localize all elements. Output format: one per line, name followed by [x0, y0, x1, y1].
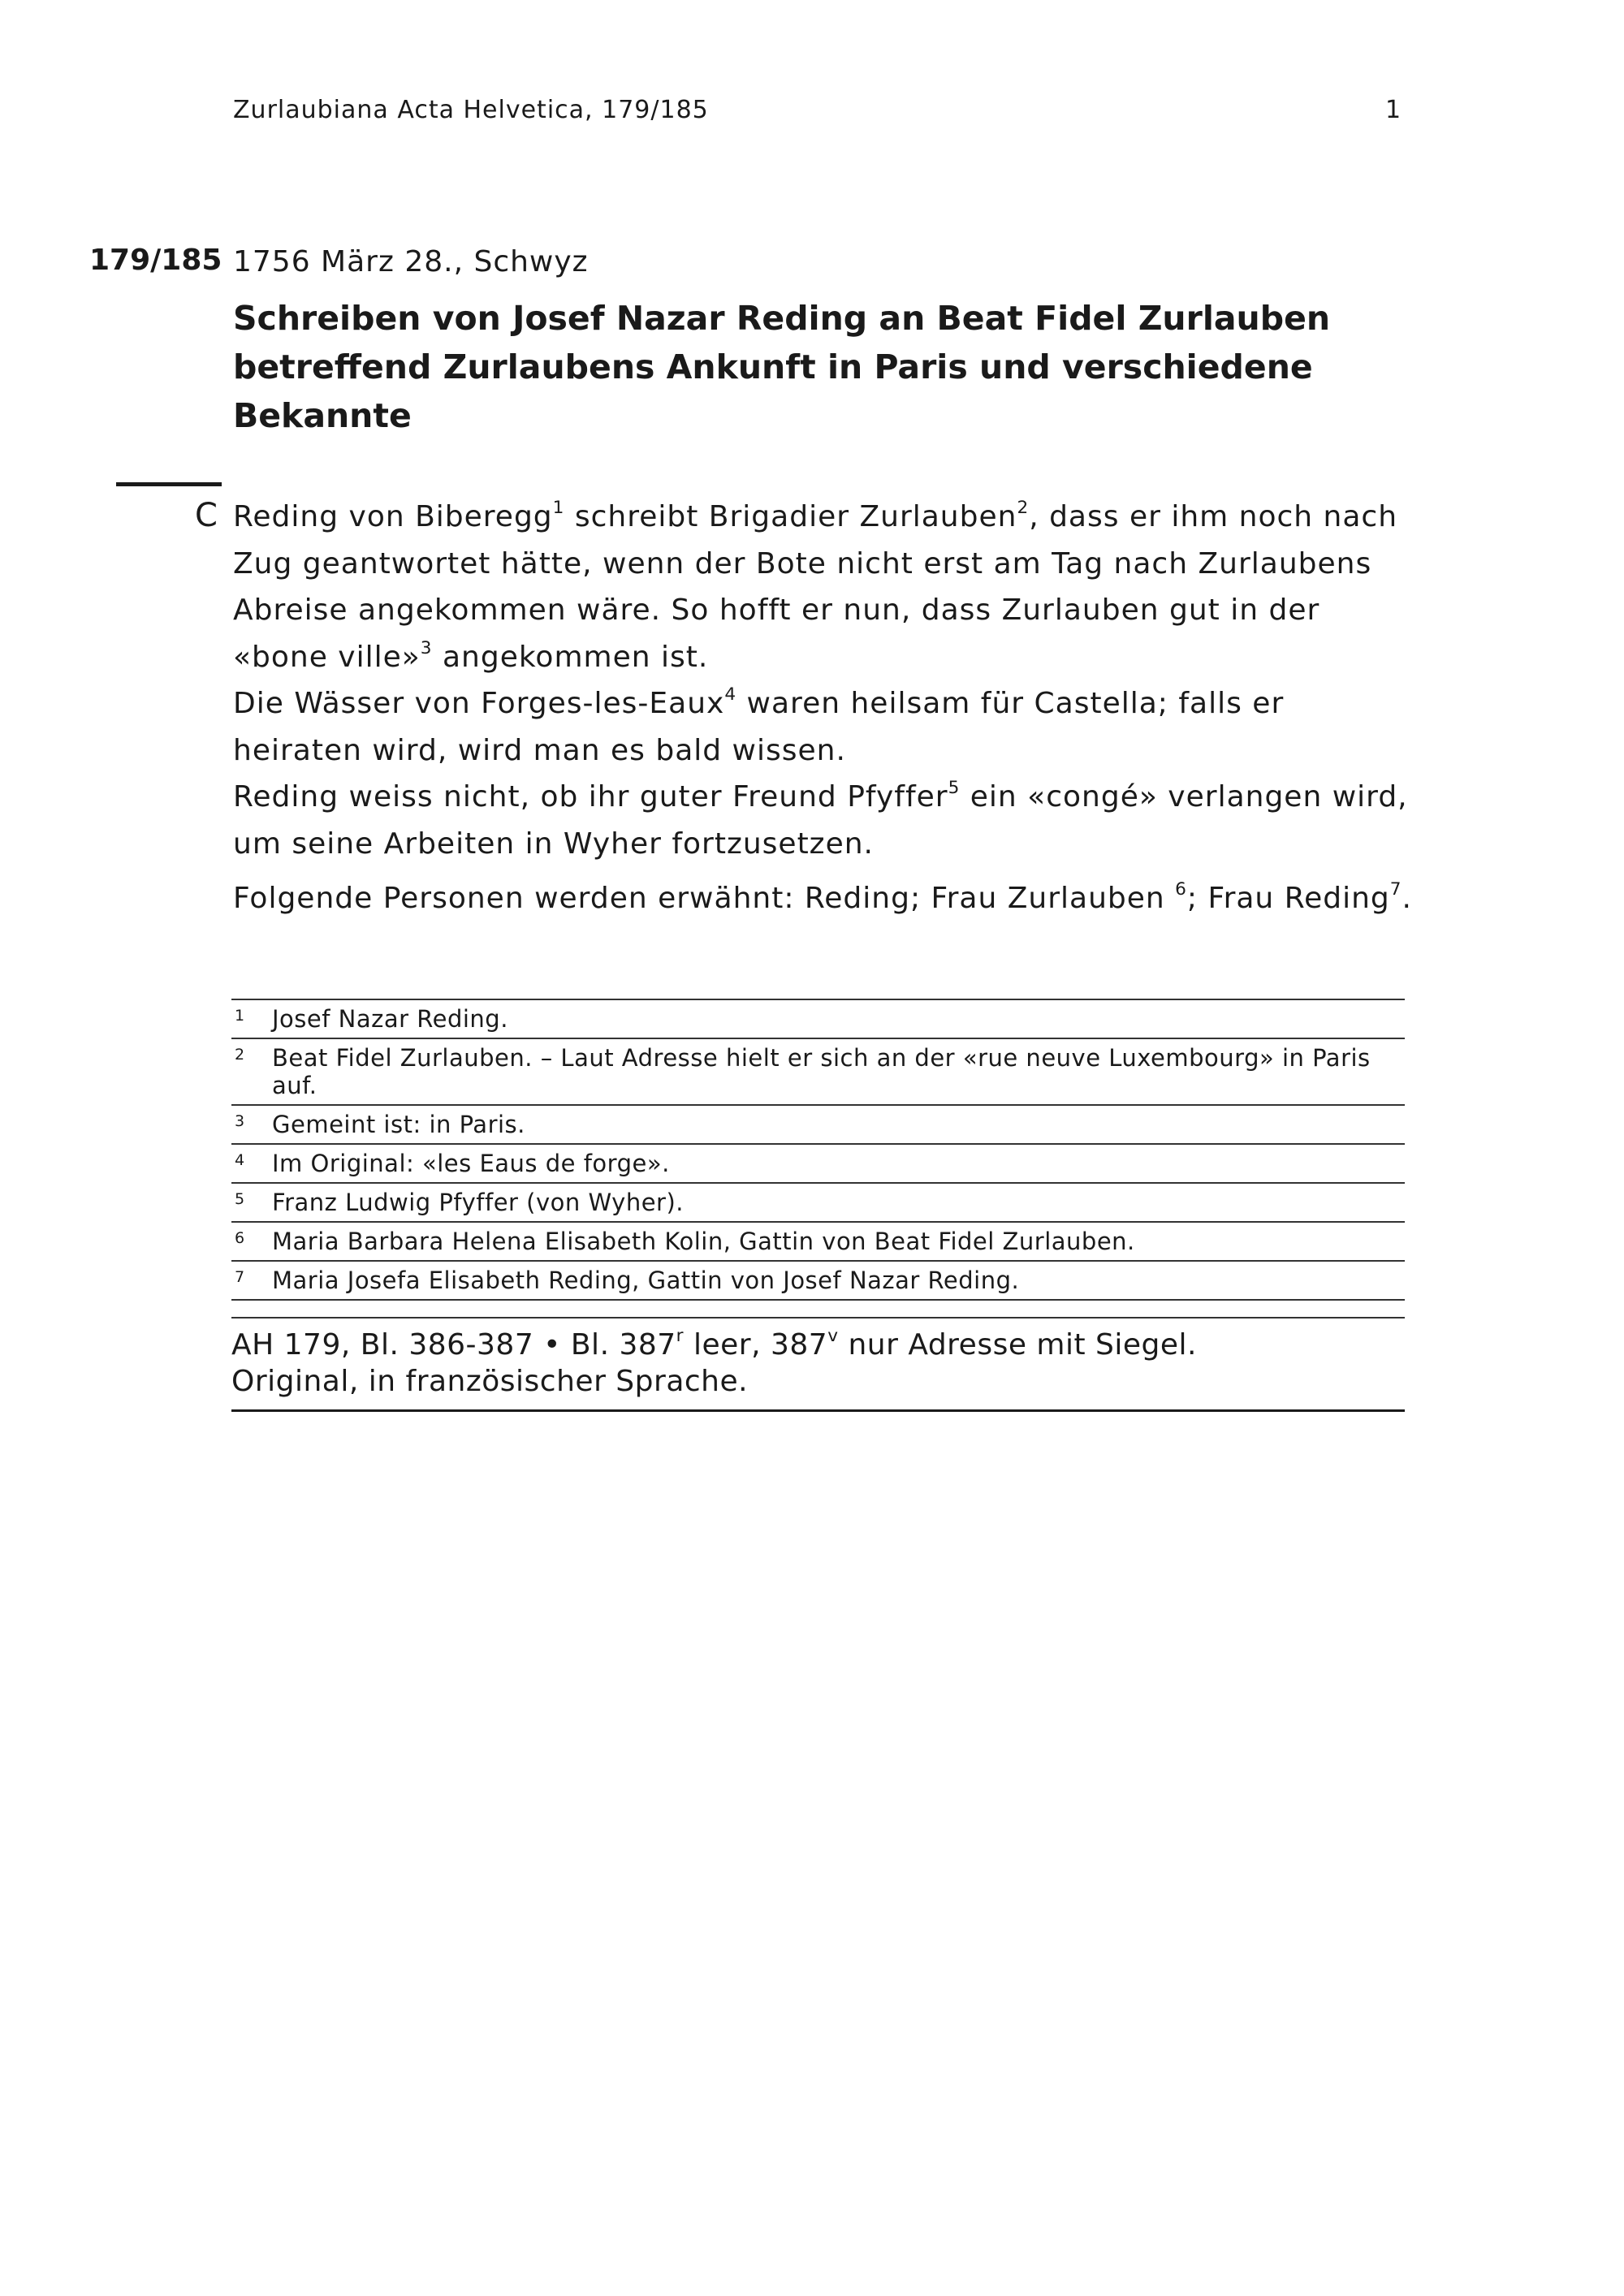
footnote-ref[interactable]: 7 — [1389, 878, 1402, 900]
footnote-text: Maria Barbara Helena Elisabeth Kolin, Gattin von Beat Fidel Zurlauben. — [272, 1228, 1135, 1255]
footnote-text: Beat Fidel Zurlauben. – Laut Adresse hielt er sich an der «rue neuve Luxembourg» in Paris auf. — [272, 1044, 1371, 1099]
footnote-text: Franz Ludwig Pfyffer (von Wyher). — [272, 1189, 684, 1216]
source-line-1: AH 179, Bl. 386-387 • Bl. 387$^r$ leer, 387$^v$ nur Adresse mit Siegel. — [231, 1325, 1198, 1362]
summary-paragraph: Reding von Biberegg$^1$ schreibt Brigadier Zurlauben$^2$, dass er ihm noch nach Zug geantwortet hätte, wenn der Bote nicht erst am Tag nach Zurlaubens Abreise angekommen wäre. So hofft er nun, dass Zurlauben gut in der «bone ville»$^3$ angekommen ist. — [233, 497, 1398, 674]
footnote — [231, 1145, 1405, 1184]
persons-mentioned: Folgende Personen werden erwähnt: Reding; Frau Zurlauben $^6$; Frau Reding$^7$. — [233, 878, 1412, 915]
footnote — [231, 1106, 1405, 1145]
footnote — [231, 1184, 1405, 1223]
footnote-ref[interactable]: 5 — [948, 777, 961, 798]
date-place: 1756 März 28., Schwyz — [233, 245, 589, 278]
footnote-number: 7 — [235, 1268, 245, 1286]
margin-letter: C — [195, 497, 218, 534]
source-note — [231, 1317, 1405, 1412]
footnote — [231, 1223, 1405, 1262]
footnote-number: 3 — [235, 1112, 245, 1130]
summary — [233, 494, 1419, 922]
footnote-ref[interactable]: 3 — [420, 637, 433, 658]
footnote-ref[interactable]: 1 — [552, 497, 565, 518]
document-number: 179/185 — [89, 244, 222, 277]
footnote-ref[interactable]: 6 — [1175, 878, 1187, 900]
source-line-2: Original, in französischer Sprache. — [231, 1365, 749, 1398]
footnote-ref[interactable]: 2 — [1017, 497, 1030, 518]
margin-rule — [116, 482, 222, 486]
footnote-ref[interactable]: 4 — [724, 684, 737, 705]
footnote-text: Josef Nazar Reding. — [272, 1005, 508, 1033]
footnote — [231, 1039, 1405, 1106]
page-number: 1 — [1385, 96, 1402, 124]
summary-paragraph: Die Wässer von Forges-les-Eaux$^4$ waren heilsam für Castella; falls er heiraten wird, wird man es bald wissen. — [233, 684, 1285, 767]
footnote-text: Gemeint ist: in Paris. — [272, 1111, 525, 1138]
footnote — [231, 1000, 1405, 1039]
footnote-number: 4 — [235, 1151, 245, 1169]
footnote-text: Im Original: «les Eaus de forge». — [272, 1150, 670, 1177]
footnotes — [231, 999, 1405, 1301]
summary-paragraph: Reding weiss nicht, ob ihr guter Freund Pfyffer$^5$ ein «congé» verlangen wird, um seine Arbeiten in Wyher fortzusetzen. — [233, 777, 1408, 861]
footnote — [231, 1262, 1405, 1301]
footnote-number: 2 — [235, 1046, 245, 1064]
document-title: Schreiben von Josef Nazar Reding an Beat Fidel Zurlauben betreffend Zurlaubens Ankunft in Paris und verschiedene Bekannte — [233, 299, 1331, 435]
footnote-number: 1 — [235, 1007, 245, 1025]
footnote-text: Maria Josefa Elisabeth Reding, Gattin von Josef Nazar Reding. — [272, 1267, 1020, 1294]
footnote-number: 5 — [235, 1190, 245, 1208]
running-title: Zurlaubiana Acta Helvetica, 179/185 — [233, 96, 709, 124]
footnote-number: 6 — [235, 1229, 245, 1247]
